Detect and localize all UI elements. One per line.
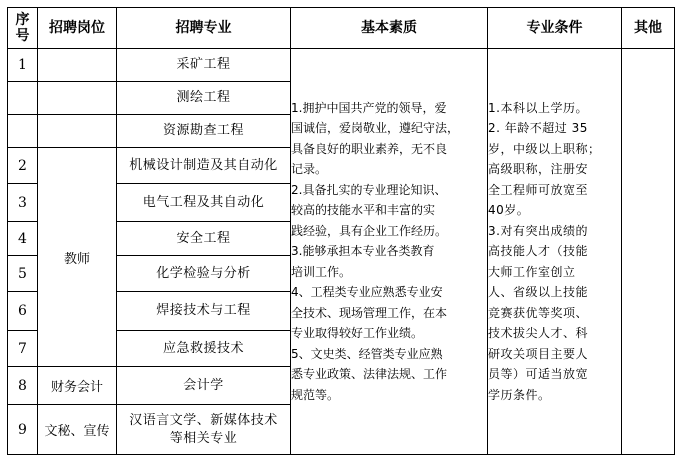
row-index xyxy=(8,115,38,148)
condition-line: 3.对有突出成绩的 xyxy=(488,223,588,238)
major-cell: 化学检验与分析 xyxy=(117,256,291,292)
quality-line: 1.拥护中国共产党的领导，爱 xyxy=(291,100,447,115)
other-cell xyxy=(622,49,675,455)
position-cell-empty xyxy=(38,82,117,115)
condition-line: 竞赛获优等奖项、 xyxy=(488,305,589,320)
condition-line: 研攻关项目主要人 xyxy=(488,346,589,361)
row-index: 4 xyxy=(8,222,38,256)
quality-line: 记录。 xyxy=(291,162,328,177)
quality-line: 国诚信，爱岗敬业，遵纪守法， xyxy=(291,121,460,136)
major-cell: 采矿工程 xyxy=(117,49,291,82)
row-index: 3 xyxy=(8,184,38,222)
header-index-line2: 号 xyxy=(15,28,30,44)
major-cell: 应急救援技术 xyxy=(117,331,291,367)
condition-line: 大师工作室创立 xyxy=(488,264,576,279)
condition-line: 1.本科以上学历。 xyxy=(488,100,588,115)
major-line: 汉语言文学、新媒体技术 xyxy=(129,412,278,428)
condition-line: 40岁。 xyxy=(488,203,530,218)
quality-line: 践经验，具有企业工作经历。 xyxy=(291,223,448,238)
row-index: 8 xyxy=(8,367,38,405)
position-cell-empty xyxy=(38,49,117,82)
condition-line: 学历条件。 xyxy=(488,387,551,402)
quality-line: 悉专业政策、法律法规、工作 xyxy=(291,367,448,382)
position-cell-empty xyxy=(38,115,117,148)
major-cell: 资源勘查工程 xyxy=(117,115,291,148)
header-major: 招聘专业 xyxy=(117,8,291,49)
major-cell: 机械设计制造及其自动化 xyxy=(117,148,291,184)
quality-line: 专业取得较好工作业绩。 xyxy=(291,326,424,341)
header-quality: 基本素质 xyxy=(291,8,488,49)
major-cell: 焊接技术与工程 xyxy=(117,292,291,331)
header-other: 其他 xyxy=(622,8,675,49)
quality-line: 规范等。 xyxy=(291,387,340,402)
condition-line: 技术拔尖人才、科 xyxy=(488,326,589,341)
row-index: 6 xyxy=(8,292,38,331)
header-index-line1: 序 xyxy=(15,12,30,28)
table-row xyxy=(8,49,675,82)
row-index: 7 xyxy=(8,331,38,367)
recruitment-table xyxy=(7,7,675,455)
quality-line: 全技术、现场管理工作，在本 xyxy=(291,305,448,320)
row-index: 9 xyxy=(8,405,38,455)
row-index: 2 xyxy=(8,148,38,184)
condition-line: 员等）可适当放宽 xyxy=(488,367,589,382)
quality-line: 3.能够承担本专业各类教育 xyxy=(291,244,435,259)
row-index: 1 xyxy=(8,49,38,82)
condition-line: 2. 年龄不超过 35 xyxy=(488,121,588,136)
condition-cell xyxy=(488,49,622,455)
quality-line: 5、文史类、经管类专业应熟 xyxy=(291,346,443,361)
quality-line: 4、工程类专业应熟悉专业安 xyxy=(291,285,443,300)
major-line: 等相关专业 xyxy=(169,430,238,446)
quality-line: 较高的技能水平和丰富的实 xyxy=(291,203,436,218)
condition-line: 高级职称，注册安 xyxy=(488,162,589,177)
header-condition: 专业条件 xyxy=(488,8,622,49)
quality-cell xyxy=(291,49,488,455)
row-index xyxy=(8,82,38,115)
quality-line: 培训工作。 xyxy=(291,264,352,279)
condition-line: 人、省级以上技能 xyxy=(488,285,589,300)
header-row xyxy=(8,8,675,49)
row-index: 5 xyxy=(8,256,38,292)
position-accountant: 财务会计 xyxy=(38,367,117,405)
major-cell xyxy=(117,405,291,455)
condition-line: 岁，中级以上职称； xyxy=(488,141,601,156)
major-cell: 电气工程及其自动化 xyxy=(117,184,291,222)
quality-line: 具备良好的职业素养，无不良 xyxy=(291,141,448,156)
quality-line: 2.具备扎实的专业理论知识、 xyxy=(291,182,447,197)
major-cell: 安全工程 xyxy=(117,222,291,256)
major-cell: 会计学 xyxy=(117,367,291,405)
position-secretary: 文秘、宣传 xyxy=(38,405,117,455)
header-index xyxy=(8,8,38,49)
major-cell: 测绘工程 xyxy=(117,82,291,115)
condition-line: 高技能人才（技能 xyxy=(488,244,589,259)
header-position: 招聘岗位 xyxy=(38,8,117,49)
condition-line: 全工程师可放宽至 xyxy=(488,182,589,197)
position-teacher: 教师 xyxy=(38,148,117,367)
